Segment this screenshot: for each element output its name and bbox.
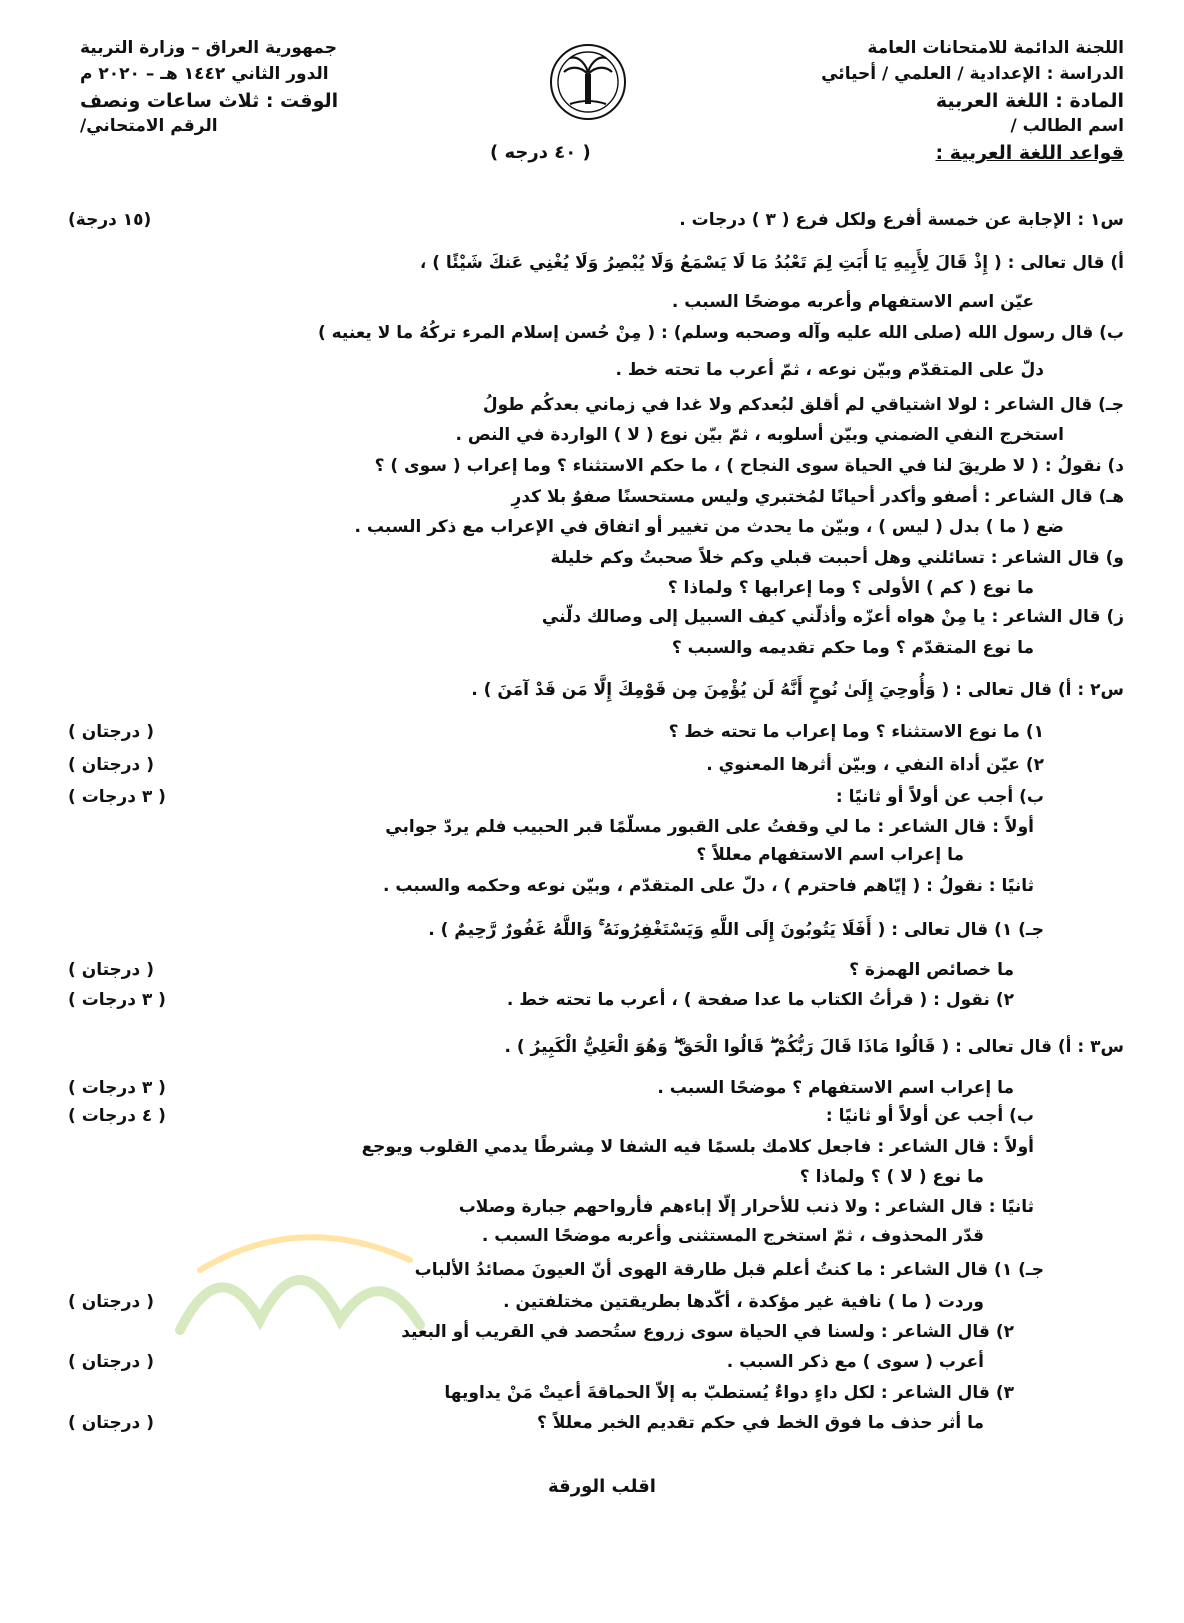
q3c-3-task: ما أثر حذف ما فوق الخط في حكم تقديم الخبر معللاً ؟ — [537, 1413, 984, 1433]
q3c-2-task: أعرب ( سوى ) مع ذكر السبب . — [726, 1352, 984, 1372]
q3c-1-verse: جـ) ١) قال الشاعر : ما كنتُ أعلم قبل طارقة الهوى أنّ العيونَ مصائدُ الألباب — [414, 1260, 1044, 1280]
q1b-hadith: ب) قال رسول الله (صلى الله عليه وآله وصحبه وسلم) : ( مِنْ حُسن إسلام المرء تركُهُ ما لا يعنيه ) — [317, 323, 1124, 343]
q1a-task: عيّن اسم الاستفهام وأعربه موضحًا السبب . — [671, 292, 1034, 312]
q2a-1: ١) ما نوع الاستثناء ؟ وما إعراب ما تحته خط ؟ — [668, 722, 1044, 742]
q3b-first-verse: أولاً : قال الشاعر : فاجعل كلامك بلسمًا فيه الشفا لا مِشرطًا يدمي القلوب ويوجع — [361, 1137, 1034, 1157]
ministry-seal-logo — [548, 42, 628, 122]
q2b-second: ثانيًا : نقولُ : ( إيّاهم فاحترم ) ، دلّ على المتقدّم ، وبيّن نوعه وحكمه والسبب . — [383, 876, 1034, 896]
q1a-verse: أ) قال تعالى : ( إِذْ قَالَ لِأَبِيهِ يَا أَبَتِ لِمَ تَعْبُدُ مَا لَا يَسْمَعُ وَلَا يُبْصِرُ وَلَا يُغْنِي عَنكَ شَيْئًا ) ، — [419, 253, 1124, 273]
watermark-logo — [160, 1210, 440, 1350]
q2a-2: ٢) عيّن أداة النفي ، وبيّن أثرها المعنوي . — [706, 755, 1044, 775]
q3a-task: ما إعراب اسم الاستفهام ؟ موضحًا السبب . — [657, 1078, 1014, 1098]
exam-round: الدور الثاني ١٤٤٢ هـ – ٢٠٢٠ م — [80, 64, 329, 84]
q3c-3-verse: ٣) قال الشاعر : لكل داءٍ دواءٌ يُستطبّ به إلاّ الحماقةَ أعيتْ مَنْ يداويها — [444, 1383, 1014, 1403]
q2c-2-marks: ( ٣ درجات ) — [68, 990, 166, 1010]
total-marks: ( ٤٠ درجه ) — [490, 142, 591, 163]
q1g-verse: ز) قال الشاعر : يا مِنْ هواه أعزّه وأذلّني كيف السبيل إلى وصالك دلّني — [541, 607, 1124, 627]
q2c-1-marks: ( درجتان ) — [68, 960, 154, 980]
turn-page-note: اقلب الورقة — [548, 1476, 656, 1497]
q3c-1-task: وردت ( ما ) نافية غير مؤكدة ، أكّدها بطريقتين مختلفتين . — [503, 1292, 984, 1312]
q2b-first-verse: أولاً : قال الشاعر : ما لي وقفتُ على القبور مسلّمًا قبر الحبيب فلم يردّ جوابي — [385, 817, 1034, 837]
q3b-first-task: ما نوع ( لا ) ؟ ولماذا ؟ — [799, 1167, 984, 1187]
q3b-second-verse: ثانيًا : قال الشاعر : ولا ذنب للأحرار إلّا إباءهم فأرواحهم جبارة وصلاب — [458, 1197, 1034, 1217]
q2b-heading: ب) أجب عن أولاً أو ثانيًا : — [835, 787, 1044, 807]
q2a-verse: س٢ : أ) قال تعالى : ( وَأُوحِيَ إِلَىٰ نُوحٍ أَنَّهُ لَن يُؤْمِنَ مِن قَوْمِكَ إِلَّا مَن قَدْ آمَنَ ) . — [471, 680, 1124, 700]
exam-duration: الوقت : ثلاث ساعات ونصف — [80, 90, 339, 112]
q3c-2-verse: ٢) قال الشاعر : ولسنا في الحياة سوى زروع ستُحصد في القريب أو البعيد — [401, 1322, 1014, 1342]
q1b-task: دلّ على المتقدّم وبيّن نوعه ، ثمّ أعرب ما تحته خط . — [615, 360, 1044, 380]
q3b-heading: ب) أجب عن أولاً أو ثانيًا : — [825, 1106, 1034, 1126]
committee-name: اللجنة الدائمة للامتحانات العامة — [867, 38, 1124, 58]
q1f-verse: و) قال الشاعر : تسائلني وهل أحببت قبلي وكم خلاً صحبتُ وكم خليلة — [550, 548, 1124, 568]
q2b-marks: ( ٣ درجات ) — [68, 787, 166, 807]
q3c-3-marks: ( درجتان ) — [68, 1413, 154, 1433]
q3c-1-marks: ( درجتان ) — [68, 1292, 154, 1312]
ministry-name: جمهورية العراق – وزارة التربية — [80, 38, 337, 58]
q2a-1-marks: ( درجتان ) — [68, 722, 154, 742]
study-branch: الدراسة : الإعدادية / العلمي / أحيائي — [821, 64, 1124, 84]
q1-heading: س١ : الإجابة عن خمسة أفرع ولكل فرع ( ٣ ) درجات . — [679, 210, 1124, 230]
q1c-verse: جـ) قال الشاعر : لولا اشتياقي لم أقلق لبُعدكم ولا غدا في زماني بعدكُم طولُ — [482, 395, 1124, 415]
q3b-marks: ( ٤ درجات ) — [68, 1106, 166, 1126]
q1f-task: ما نوع ( كم ) الأولى ؟ وما إعرابها ؟ ولماذا ؟ — [667, 578, 1034, 598]
q3a-marks: ( ٣ درجات ) — [68, 1078, 166, 1098]
q3b-second-task: قدّر المحذوف ، ثمّ استخرج المستثنى وأعربه موضحًا السبب . — [481, 1226, 984, 1246]
q1e-task: ضع ( ما ) بدل ( ليس ) ، وبيّن ما يحدث من تغيير أو اتفاق في الإعراب مع ذكر السبب . — [354, 517, 1064, 537]
q1-marks: (١٥ درجة) — [68, 210, 152, 230]
q1c-task: استخرج النفي الضمني وبيّن أسلوبه ، ثمّ بيّن نوع ( لا ) الواردة في النص . — [455, 425, 1064, 445]
q2c-1-verse: جـ) ١) قال تعالى : ( أَفَلَا يَتُوبُونَ إِلَى اللَّهِ وَيَسْتَغْفِرُونَهُ ۚ وَاللَّهُ غَفُورٌ رَّحِيمٌ ) . — [428, 920, 1044, 940]
q1d-question: د) نقولُ : ( لا طريقَ لنا في الحياة سوى النجاح ) ، ما حكم الاستثناء ؟ وما إعراب ( سوى ) ؟ — [374, 456, 1124, 476]
q3c-2-marks: ( درجتان ) — [68, 1352, 154, 1372]
student-name-label: اسم الطالب / — [1010, 116, 1124, 136]
q2b-first-task: ما إعراب اسم الاستفهام معللاً ؟ — [696, 845, 964, 865]
q1e-verse: هـ) قال الشاعر : أصفو وأكدر أحيانًا لمُختبري وليس مستحسنًا صفوٌ بلا كدرِ — [511, 487, 1124, 507]
q1g-task: ما نوع المتقدّم ؟ وما حكم تقديمه والسبب ؟ — [671, 638, 1034, 658]
q2a-2-marks: ( درجتان ) — [68, 755, 154, 775]
subject: المادة : اللغة العربية — [935, 90, 1124, 112]
q3a-verse: س٣ : أ) قال تعالى : ( قَالُوا مَاذَا قَالَ رَبُّكُمْ ۖ قَالُوا الْحَقَّ ۖ وَهُوَ الْعَلِيُّ الْكَبِيرُ ) . — [504, 1037, 1124, 1057]
exam-number-label: الرقم الامتحاني/ — [80, 116, 218, 136]
q2c-2: ٢) نقول : ( قرأتُ الكتاب ما عدا صفحة ) ، أعرب ما تحته خط . — [506, 990, 1014, 1010]
q2c-1-task: ما خصائص الهمزة ؟ — [849, 960, 1014, 980]
section-title: قواعد اللغة العربية : — [935, 142, 1124, 164]
